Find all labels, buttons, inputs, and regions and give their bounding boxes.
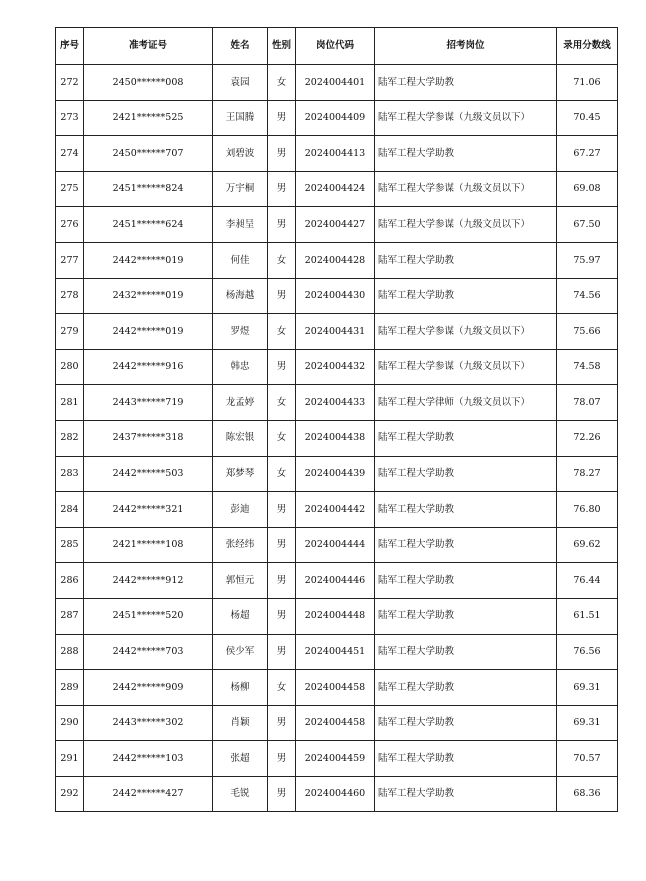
cell-post-code: 2024004442 [296,492,375,528]
header-score: 录用分数线 [557,28,618,65]
table-row [56,207,618,243]
cell-post: 陆军工程大学助教 [375,634,557,670]
cell-exam-id: 2442******019 [84,314,213,350]
cell-gender: 女 [268,456,296,492]
cell-serial: 278 [56,278,84,314]
cell-post: 陆军工程大学参谋（九级文员以下） [375,207,557,243]
table-row [56,527,618,563]
cell-post-code: 2024004413 [296,136,375,172]
cell-gender: 男 [268,563,296,599]
cell-score: 74.56 [557,278,618,314]
cell-post: 陆军工程大学助教 [375,670,557,706]
cell-score: 67.50 [557,207,618,243]
cell-gender: 女 [268,65,296,101]
table-header-row [56,28,618,65]
cell-score: 70.57 [557,741,618,777]
cell-name: 毛锐 [213,776,268,812]
cell-post: 陆军工程大学参谋（九级文员以下） [375,171,557,207]
table-row [56,349,618,385]
cell-serial: 280 [56,349,84,385]
cell-exam-id: 2432******019 [84,278,213,314]
cell-score: 61.51 [557,598,618,634]
cell-post: 陆军工程大学参谋（九级文员以下） [375,349,557,385]
cell-score: 76.56 [557,634,618,670]
cell-post: 陆军工程大学助教 [375,527,557,563]
cell-score: 76.44 [557,563,618,599]
cell-name: 罗煜 [213,314,268,350]
cell-post: 陆军工程大学助教 [375,492,557,528]
cell-name: 刘碧波 [213,136,268,172]
cell-gender: 男 [268,492,296,528]
cell-name: 彭迪 [213,492,268,528]
cell-gender: 男 [268,634,296,670]
cell-exam-id: 2442******503 [84,456,213,492]
cell-exam-id: 2421******525 [84,100,213,136]
cell-score: 67.27 [557,136,618,172]
cell-gender: 女 [268,314,296,350]
cell-gender: 男 [268,100,296,136]
cell-gender: 男 [268,349,296,385]
table-row [56,670,618,706]
cell-serial: 288 [56,634,84,670]
cell-post: 陆军工程大学助教 [375,705,557,741]
cell-exam-id: 2451******824 [84,171,213,207]
cell-post-code: 2024004451 [296,634,375,670]
cell-score: 68.36 [557,776,618,812]
cell-post-code: 2024004458 [296,670,375,706]
cell-serial: 273 [56,100,84,136]
cell-post: 陆军工程大学助教 [375,741,557,777]
header-post: 招考岗位 [375,28,557,65]
cell-post-code: 2024004430 [296,278,375,314]
header-exam-id: 准考证号 [84,28,213,65]
cell-score: 78.07 [557,385,618,421]
cell-serial: 276 [56,207,84,243]
admission-table [55,27,618,812]
cell-gender: 男 [268,278,296,314]
cell-post-code: 2024004401 [296,65,375,101]
cell-gender: 男 [268,776,296,812]
cell-post-code: 2024004428 [296,242,375,278]
table-row [56,598,618,634]
header-name: 姓名 [213,28,268,65]
table-row [56,65,618,101]
cell-name: 杨柳 [213,670,268,706]
cell-gender: 女 [268,242,296,278]
cell-exam-id: 2451******520 [84,598,213,634]
cell-serial: 281 [56,385,84,421]
table-row [56,136,618,172]
cell-score: 69.31 [557,705,618,741]
cell-serial: 274 [56,136,84,172]
cell-name: 李昶呈 [213,207,268,243]
header-serial: 序号 [56,28,84,65]
table-row [56,420,618,456]
cell-exam-id: 2421******108 [84,527,213,563]
cell-post: 陆军工程大学助教 [375,776,557,812]
cell-exam-id: 2442******321 [84,492,213,528]
cell-post: 陆军工程大学助教 [375,563,557,599]
cell-post-code: 2024004438 [296,420,375,456]
cell-exam-id: 2442******427 [84,776,213,812]
cell-score: 69.08 [557,171,618,207]
cell-gender: 男 [268,598,296,634]
cell-post: 陆军工程大学助教 [375,598,557,634]
cell-serial: 277 [56,242,84,278]
table-row [56,242,618,278]
cell-gender: 男 [268,136,296,172]
cell-serial: 292 [56,776,84,812]
cell-post-code: 2024004460 [296,776,375,812]
cell-post-code: 2024004439 [296,456,375,492]
cell-serial: 289 [56,670,84,706]
cell-gender: 男 [268,171,296,207]
cell-post-code: 2024004458 [296,705,375,741]
cell-exam-id: 2437******318 [84,420,213,456]
cell-name: 袁园 [213,65,268,101]
cell-post: 陆军工程大学助教 [375,420,557,456]
cell-post-code: 2024004427 [296,207,375,243]
cell-score: 72.26 [557,420,618,456]
table-row [56,278,618,314]
header-gender: 性别 [268,28,296,65]
cell-serial: 285 [56,527,84,563]
cell-gender: 男 [268,705,296,741]
cell-gender: 男 [268,741,296,777]
table-row [56,100,618,136]
table-row [56,492,618,528]
cell-exam-id: 2442******909 [84,670,213,706]
cell-exam-id: 2450******707 [84,136,213,172]
cell-post: 陆军工程大学参谋（九级文员以下） [375,314,557,350]
cell-name: 肖颖 [213,705,268,741]
table-row [56,171,618,207]
cell-score: 74.58 [557,349,618,385]
cell-score: 75.66 [557,314,618,350]
cell-score: 71.06 [557,65,618,101]
cell-name: 张超 [213,741,268,777]
cell-post-code: 2024004433 [296,385,375,421]
cell-post-code: 2024004446 [296,563,375,599]
cell-exam-id: 2442******103 [84,741,213,777]
cell-exam-id: 2443******302 [84,705,213,741]
table-row [56,705,618,741]
cell-exam-id: 2451******624 [84,207,213,243]
cell-serial: 282 [56,420,84,456]
cell-exam-id: 2442******019 [84,242,213,278]
cell-post-code: 2024004431 [296,314,375,350]
cell-exam-id: 2450******008 [84,65,213,101]
cell-score: 69.62 [557,527,618,563]
cell-gender: 男 [268,207,296,243]
cell-name: 杨超 [213,598,268,634]
cell-gender: 女 [268,385,296,421]
cell-name: 侯少军 [213,634,268,670]
cell-score: 70.45 [557,100,618,136]
cell-post: 陆军工程大学参谋（九级文员以下） [375,100,557,136]
table-row [56,385,618,421]
cell-score: 69.31 [557,670,618,706]
cell-gender: 女 [268,670,296,706]
cell-gender: 男 [268,527,296,563]
cell-post: 陆军工程大学律师（九级文员以下） [375,385,557,421]
cell-score: 78.27 [557,456,618,492]
table-row [56,776,618,812]
table-body [56,65,618,812]
cell-exam-id: 2442******916 [84,349,213,385]
cell-serial: 286 [56,563,84,599]
cell-serial: 291 [56,741,84,777]
cell-exam-id: 2443******719 [84,385,213,421]
cell-post: 陆军工程大学助教 [375,65,557,101]
table-row [56,634,618,670]
table-row [56,314,618,350]
cell-name: 郑梦琴 [213,456,268,492]
cell-exam-id: 2442******703 [84,634,213,670]
cell-serial: 290 [56,705,84,741]
cell-score: 75.97 [557,242,618,278]
cell-score: 76.80 [557,492,618,528]
cell-serial: 283 [56,456,84,492]
cell-name: 王国腾 [213,100,268,136]
cell-name: 杨海越 [213,278,268,314]
cell-post-code: 2024004424 [296,171,375,207]
cell-post: 陆军工程大学助教 [375,456,557,492]
cell-name: 张经纬 [213,527,268,563]
cell-post: 陆军工程大学助教 [375,136,557,172]
cell-name: 何佳 [213,242,268,278]
header-post-code: 岗位代码 [296,28,375,65]
cell-serial: 279 [56,314,84,350]
cell-serial: 284 [56,492,84,528]
cell-post: 陆军工程大学助教 [375,278,557,314]
cell-name: 龙孟婷 [213,385,268,421]
cell-name: 万宇桐 [213,171,268,207]
cell-exam-id: 2442******912 [84,563,213,599]
cell-post-code: 2024004409 [296,100,375,136]
cell-post-code: 2024004432 [296,349,375,385]
cell-name: 郭恒元 [213,563,268,599]
cell-post: 陆军工程大学助教 [375,242,557,278]
cell-post-code: 2024004448 [296,598,375,634]
cell-post-code: 2024004459 [296,741,375,777]
table-row [56,456,618,492]
cell-serial: 272 [56,65,84,101]
cell-post-code: 2024004444 [296,527,375,563]
cell-name: 陈宏银 [213,420,268,456]
cell-serial: 275 [56,171,84,207]
cell-serial: 287 [56,598,84,634]
table-row [56,741,618,777]
cell-name: 韩忠 [213,349,268,385]
cell-gender: 女 [268,420,296,456]
table-row [56,563,618,599]
